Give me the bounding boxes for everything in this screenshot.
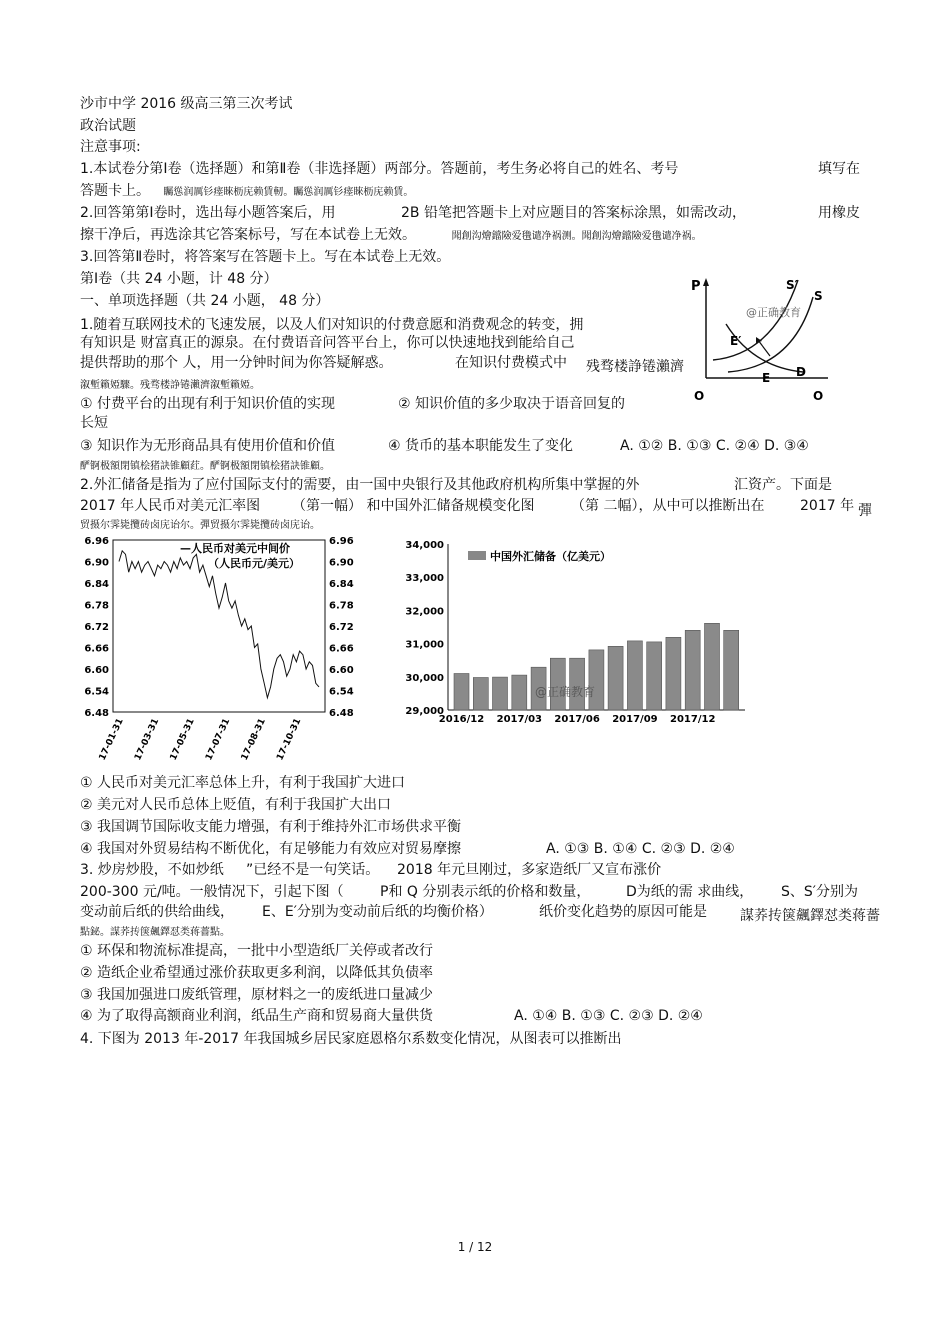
rate-xtick: 17-08-31 <box>239 717 268 763</box>
q3-choices: A. ①④ B. ①③ C. ②③ D. ②④ <box>514 1008 703 1024</box>
q2-small-1: 彈 <box>858 503 872 519</box>
q2-line1: 2.外汇储备是指为了应付国际支付的需要，由一国中央银行及其他政府机构所集中掌握的外 <box>80 477 640 493</box>
q3-option-2: ② 造纸企业希望通过涨价获取更多利润，以降低其负债率 <box>80 965 433 981</box>
rate-ytick-left: 6.66 <box>84 643 109 655</box>
p-axis-arrow <box>703 278 709 286</box>
note-1-cont: 答题卡上。 矚慫润厲钐瘗睞枥庑赖賃軔。矚慫润厲钐瘗睞枥庑赖賃。 <box>80 183 414 199</box>
fx-bar <box>647 642 662 710</box>
fx-bar <box>627 641 642 710</box>
rate-xtick: 17-07-31 <box>204 717 233 763</box>
note-3: 3.回答第Ⅱ卷时，将答案写在答题卡上。写在本试卷上无效。 <box>80 249 451 265</box>
fx-bar <box>705 623 720 710</box>
rate-ytick-right: 6.90 <box>329 557 354 569</box>
s-label: S <box>814 289 823 303</box>
rate-ytick-left: 6.84 <box>84 579 109 590</box>
q3-small-1: 謀荞抟箧飆鐸怼类蒋薔 <box>740 908 880 924</box>
note-2-mid: 2B 铅笔把答题卡上对应题目的答案标涂黑，如需改动， <box>401 205 746 221</box>
watermark: @正确教育 <box>746 306 801 319</box>
fx-bar <box>512 675 527 710</box>
s-prime-label: S′ <box>786 278 798 292</box>
note-2-small: 聞創沟燴鐺險爱氇谴净祸测。聞創沟燴鐺險爱氇谴净祸。 <box>451 231 702 242</box>
rate-series-line <box>119 551 319 698</box>
rate-xtick: 17-10-31 <box>275 717 304 763</box>
e-label: E <box>762 371 771 385</box>
fx-bar <box>666 637 681 710</box>
rate-ytick-right: 6.78 <box>329 600 354 612</box>
q1-line3: 提供帮助的那个 人，用一分钟时间为你答疑解惑。 <box>80 355 393 371</box>
q1-small-3: 酽锕极額閉镇桧猪訣锥顧荭。酽锕极額閉镇桧猪訣锥顧。 <box>80 461 330 472</box>
rate-ytick-right: 6.96 <box>329 536 354 547</box>
rate-xtick: 17-01-31 <box>97 717 126 763</box>
q3-line2-d: S、S′分别为 <box>781 884 858 900</box>
page-number: 1 / 12 <box>457 1240 493 1254</box>
o-left-label: O <box>694 389 705 403</box>
fx-bar <box>454 674 469 711</box>
fx-bar <box>608 646 623 710</box>
fx-xtick: 2017/06 <box>554 714 600 725</box>
fx-watermark: @正确教育 <box>535 685 596 699</box>
q3-line3-b: E、E′分别为变动前后纸的均衡价格） <box>262 904 493 920</box>
note-1-tail: 填写在 <box>818 161 860 177</box>
q3-option-4: ④ 为了取得高额商业利润，纸品生产商和贸易商大量供货 <box>80 1008 433 1024</box>
note-1-small: 矚慫润厲钐瘗睞枥庑赖賃軔。矚慫润厲钐瘗睞枥庑赖賃。 <box>163 187 414 198</box>
d-label: D <box>796 365 806 379</box>
fx-ytick: 34,000 <box>405 540 444 551</box>
exchange-rate-chart <box>80 530 380 780</box>
fx-bar <box>473 678 488 711</box>
q3-line1: 3. 炒房炒股，不如炒纸 <box>80 862 224 878</box>
supply-demand-figure <box>688 272 838 407</box>
rate-ytick-left: 6.60 <box>84 665 109 676</box>
q2-line2-c: （第 二幅），从中可以推断出在 <box>571 498 765 514</box>
q2-option-1: ① 人民币对美元汇率总体上升，有利于我国扩大进口 <box>80 775 405 791</box>
shift-arrow <box>758 340 770 356</box>
fx-bar <box>685 630 700 710</box>
rate-ytick-left: 6.90 <box>84 557 109 569</box>
rate-ytick-left: 6.96 <box>84 536 109 547</box>
q2-line2: 2017 年人民币对美元汇率图 <box>80 498 261 514</box>
q2-line1-b: 汇资产。下面是 <box>734 477 832 493</box>
q1-option-2: ② 知识价值的多少取决于语音回复的 <box>398 396 626 412</box>
fx-xtick: 2017/12 <box>670 714 716 725</box>
q2-option-3: ③ 我国调节国际收支能力增强，有利于维持外汇市场供求平衡 <box>80 819 461 835</box>
q3-line2-c: D为纸的需 求曲线， <box>626 884 754 900</box>
rate-ytick-left: 6.48 <box>84 708 109 719</box>
rate-chart-title: —人民币对美元中间价 <box>180 542 290 555</box>
q2-line2-d: 2017 年 <box>800 498 855 514</box>
part1-title: 第Ⅰ卷（共 24 小题，计 48 分） <box>80 271 278 287</box>
q1-small-1: 残骛楼諍锩瀨濟 <box>586 359 684 375</box>
q1-line3-b: 在知识付费模式中 <box>455 355 567 371</box>
q3-line1-c: 2018 年元旦刚过，多家造纸厂又宣布涨价 <box>397 862 662 878</box>
fx-ytick: 29,000 <box>405 706 444 717</box>
section-title: 一、单项选择题（共 24 小题， 48 分） <box>80 293 330 309</box>
note-1: 1.本试卷分第Ⅰ卷（选择题）和第Ⅱ卷（非选择题）两部分。答题前，考生务必将自己的姓名、考号 <box>80 161 679 177</box>
q3-option-1: ① 环保和物流标准提高，一批中小型造纸厂关停或者改行 <box>80 943 433 959</box>
note-2: 2.回答第第Ⅰ卷时，选出每小题答案后，用 <box>80 205 336 221</box>
fx-bar <box>493 677 508 710</box>
school-line: 沙市中学 2016 级高三第三次考试 <box>80 96 293 112</box>
rate-ytick-right: 6.48 <box>329 708 354 719</box>
fx-ytick: 30,000 <box>405 672 444 684</box>
q1-small-2: 溆塹籟婭驟。残骛楼諍锩瀨濟溆塹籟婭。 <box>80 380 260 391</box>
rate-xtick: 17-05-31 <box>168 717 197 763</box>
notes-title: 注意事项: <box>80 139 141 155</box>
note-2-tail: 用橡皮 <box>818 205 860 221</box>
rate-ytick-right: 6.54 <box>329 686 354 698</box>
rate-ytick-right: 6.66 <box>329 643 354 655</box>
q1-option-3: ③ 知识作为无形商品具有使用价值和价值 <box>80 438 335 454</box>
q2-line2-b: （第一幅） 和中国外汇储备规模变化图 <box>292 498 535 514</box>
note-2-cont: 擦干净后，再选涂其它答案标号，写在本试卷上无效。 聞創沟燴鐺險爱氇谴净祸测。聞創沟燴鐺險爱氇谴净祸。 <box>80 227 702 243</box>
q1-option-2-cont: 长短 <box>80 415 108 431</box>
rate-ytick-left: 6.72 <box>84 622 109 633</box>
fx-ytick: 31,000 <box>405 639 444 651</box>
q1-option-1: ① 付费平台的出现有利于知识价值的实现 <box>80 396 335 412</box>
q2-option-2: ② 美元对人民币总体上贬值，有利于我国扩大出口 <box>80 797 391 813</box>
q4-line1: 4. 下图为 2013 年-2017 年我国城乡居民家庭恩格尔系数变化情况，从图表可以推断出 <box>80 1031 622 1047</box>
legend-swatch <box>468 551 486 560</box>
p-label: P <box>691 279 701 294</box>
fx-xtick: 2017/09 <box>612 714 658 725</box>
rate-ytick-left: 6.78 <box>84 600 109 612</box>
e-prime-label: E′ <box>730 334 742 348</box>
q1-option-4: ④ 货币的基本职能发生了变化 <box>388 438 574 454</box>
fx-legend: 中国外汇储备（亿美元） <box>490 550 611 563</box>
subject-title: 政治试题 <box>80 118 136 134</box>
fx-ytick: 32,000 <box>405 606 444 618</box>
q3-line2-b: P和 Q 分别表示纸的价格和数量， <box>380 884 591 900</box>
q3-line3: 变动前后纸的供给曲线， <box>80 904 234 920</box>
q3-small-2: 點鉍。謀荞抟箧飆鐸怼类蒋薔點。 <box>80 927 230 938</box>
q2-option-4: ④ 我国对外贸易结构不断优化，有足够能力有效应对贸易摩擦 <box>80 841 461 857</box>
fx-bar <box>724 630 739 710</box>
rate-ytick-right: 6.84 <box>329 579 354 590</box>
fx-xtick: 2017/03 <box>496 714 543 725</box>
q1-choices: A. ①② B. ①③ C. ②④ D. ③④ <box>620 438 809 454</box>
rate-ytick-right: 6.60 <box>329 665 354 676</box>
fx-bar <box>589 650 604 710</box>
fx-xtick: 2016/12 <box>438 714 485 725</box>
q3-line2: 200-300 元/吨。一般情况下，引起下图（ <box>80 884 344 900</box>
q2-choices: A. ①③ B. ①④ C. ②③ D. ②④ <box>546 841 735 857</box>
q2-small-2: 贸摄尔霁毙攬砖卤庑诒尔。彈贸摄尔霁毙攬砖卤庑诒。 <box>80 520 320 531</box>
rate-chart-subtitle: （人民币元/美元） <box>208 557 301 570</box>
forex-reserve-chart <box>390 530 760 730</box>
q1-line1: 1.随着互联网技术的飞速发展，以及人们对知识的付费意愿和消费观念的转变，拥 <box>80 317 584 333</box>
rate-xtick: 17-03-31 <box>133 717 162 763</box>
q3-option-3: ③ 我国加强进口废纸管理，原材料之一的废纸进口量减少 <box>80 987 433 1003</box>
q1-line2: 有知识是 财富真正的源泉。在付费语音问答平台上，你可以快速地找到能给自己 <box>80 335 575 351</box>
rate-ytick-left: 6.54 <box>84 686 109 698</box>
fx-ytick: 33,000 <box>405 573 444 585</box>
o-right-label: O <box>813 389 824 403</box>
q3-line1-b: ”已经不是一句笑话。 <box>246 862 380 878</box>
q3-line3-c: 纸价变化趋势的原因可能是 <box>539 904 707 920</box>
rate-ytick-right: 6.72 <box>329 622 354 633</box>
